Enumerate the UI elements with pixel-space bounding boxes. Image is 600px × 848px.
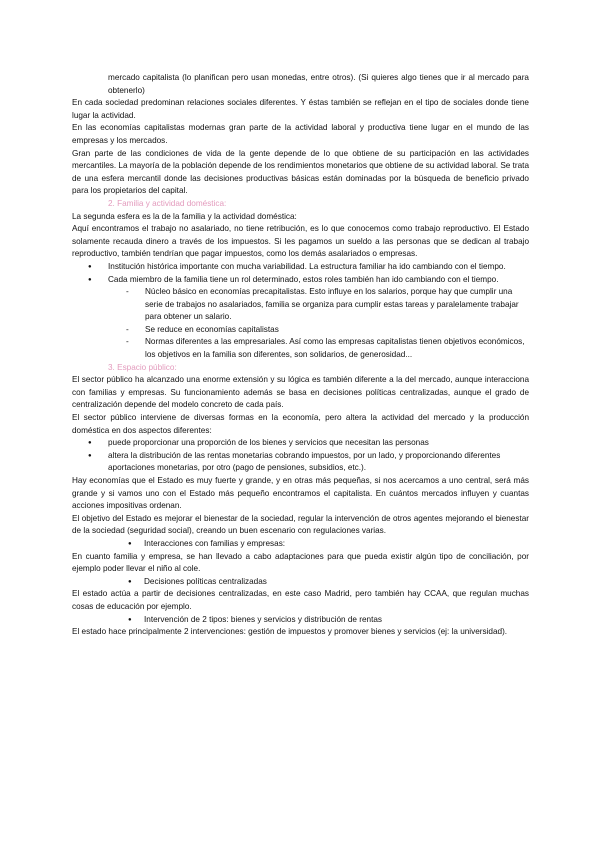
section-heading-familia: 2. Familia y actividad doméstica: xyxy=(108,198,227,208)
paragraph-public-sector: El sector público ha alcanzado una enorme extensión y su lógica es también diferente a la del mercado, aunque interacciona con familias y empresas. Su funcionamiento además se basa en decisiones políticas centralizadas, aunque el grado de centralización depende del modelo concreto de cada país. xyxy=(72,375,529,410)
paragraph-public-intervention: El sector público interviene de diversas formas en la economía, pero altera la actividad del mercado y la producción doméstica en dos aspectos diferentes: xyxy=(72,413,529,435)
list-item: ● puede proporcionar una proporción de los bienes y servicios que necesitan las personas xyxy=(108,437,529,450)
list-item: ● Cada miembro de la familia tiene un rol determinado, estos roles también han ido cambiando con el tiempo. xyxy=(108,274,529,287)
paragraph-state-size: Hay economías que el Estado es muy fuerte y grande, y en otras más pequeñas, si nos acercamos a uno central, será más grande y si vamos uno con el Estado más pequeño encontramos el capitalista. En cuántos mercados influyen y cuantas acciones impositivas ordenan. xyxy=(72,476,529,511)
list-item: - Normas diferentes a las empresariales. Así como las empresas capitalistas tienen objetivos económicos, los objetivos en la familia son diferentes, son solidarios, de generosidad... xyxy=(145,336,529,361)
paragraph-state-acts: El estado actúa a partir de decisiones centralizadas, en este caso Madrid, pero también hay CCAA, que regulan muchas cosas de educación por ejemplo. xyxy=(72,589,529,611)
bullet-list-public xyxy=(72,437,529,475)
list-item: - Se reduce en economías capitalistas xyxy=(145,324,529,337)
paragraph-continuation: mercado capitalista (lo planifican pero usan monedas, entre otros). (Si quieres algo tienes que ir al mercado para obtenerlo) xyxy=(108,73,529,95)
subheading-intervention-types: ● Intervención de 2 tipos: bienes y servicios y distribución de rentas xyxy=(72,614,529,627)
paragraph-state-objective: El objetivo del Estado es mejorar el bienestar de la sociedad, regular la intervención de otros agentes mejorando el bienestar de la sociedad (seguridad social), creando un buen escenario con regulaciones varias. xyxy=(72,513,529,536)
paragraph-conciliation: En cuanto familia y empresa, se han llevado a cabo adaptaciones para que pueda existir algún tipo de conciliación, por ejemplo poder llevar el niño al cole. xyxy=(72,551,529,574)
paragraph-unpaid-work: Aquí encontramos el trabajo no asalariado, no tiene retribución, es lo que conocemos como trabajo reproductivo. El Estado solamente recauda dinero a través de los impuestos. Si les pagamos un sueldo a las personas que se dedican al trabajo reproductivo, también tendrían que pagar impuestos, como los demás asalariados o empresas. xyxy=(72,224,529,259)
section-heading-espacio-publico: 3. Espacio público: xyxy=(108,362,177,372)
paragraph-social-relations: En cada sociedad predominan relaciones sociales diferentes. Y éstas también se reflejan en el tipo de sociales donde tiene lugar la actividad. xyxy=(72,98,529,120)
paragraph-living-conditions: Gran parte de las condiciones de vida de la gente depende de lo que obtiene de su participación en las actividades mercantiles. La mayoría de la población depende de los rendimientos monetarios que obtiene de su actividad laboral. Se trata de una esfera mercantil donde las decisiones productivas básicas están dominadas por la búsqueda de beneficio privado para los propietarios del capital. xyxy=(72,148,529,196)
subheading-centralized-decisions: ● Decisiones políticas centralizadas xyxy=(72,576,529,589)
paragraph-state-interventions: El estado hace principalmente 2 intervenciones: gestión de impuestos y promover bienes y servicios (ej: la universidad). xyxy=(72,627,508,637)
paragraph-capitalist-economies: En las economías capitalistas modernas gran parte de la actividad laboral y productiva tiene lugar en el mundo de las empresas y los mercados. xyxy=(72,123,529,145)
subheading-interactions: ● Interacciones con familias y empresas: xyxy=(72,538,529,551)
paragraph-second-sphere: La segunda esfera es la de la familia y la actividad doméstica: xyxy=(72,211,297,221)
list-item: ● Institución histórica importante con mucha variabilidad. La estructura familiar ha ido cambiando con el tiempo. xyxy=(108,261,529,274)
bullet-list-familia xyxy=(72,261,529,286)
list-item: ● altera la distribución de las rentas monetarias cobrando impuestos, por un lado, y proporcionando diferentes aportaciones monetarias, por otro (pago de pensiones, subsidios, etc.). xyxy=(108,450,529,475)
list-item: - Núcleo básico en economías precapitalistas. Esto influye en los salarios, porque hay que cumplir una serie de trabajos no asalariados, familia se organiza para cumplir estas tareas y paralelamente trabajar para obtener un salario. xyxy=(145,286,529,324)
dash-list-familia xyxy=(72,286,529,362)
